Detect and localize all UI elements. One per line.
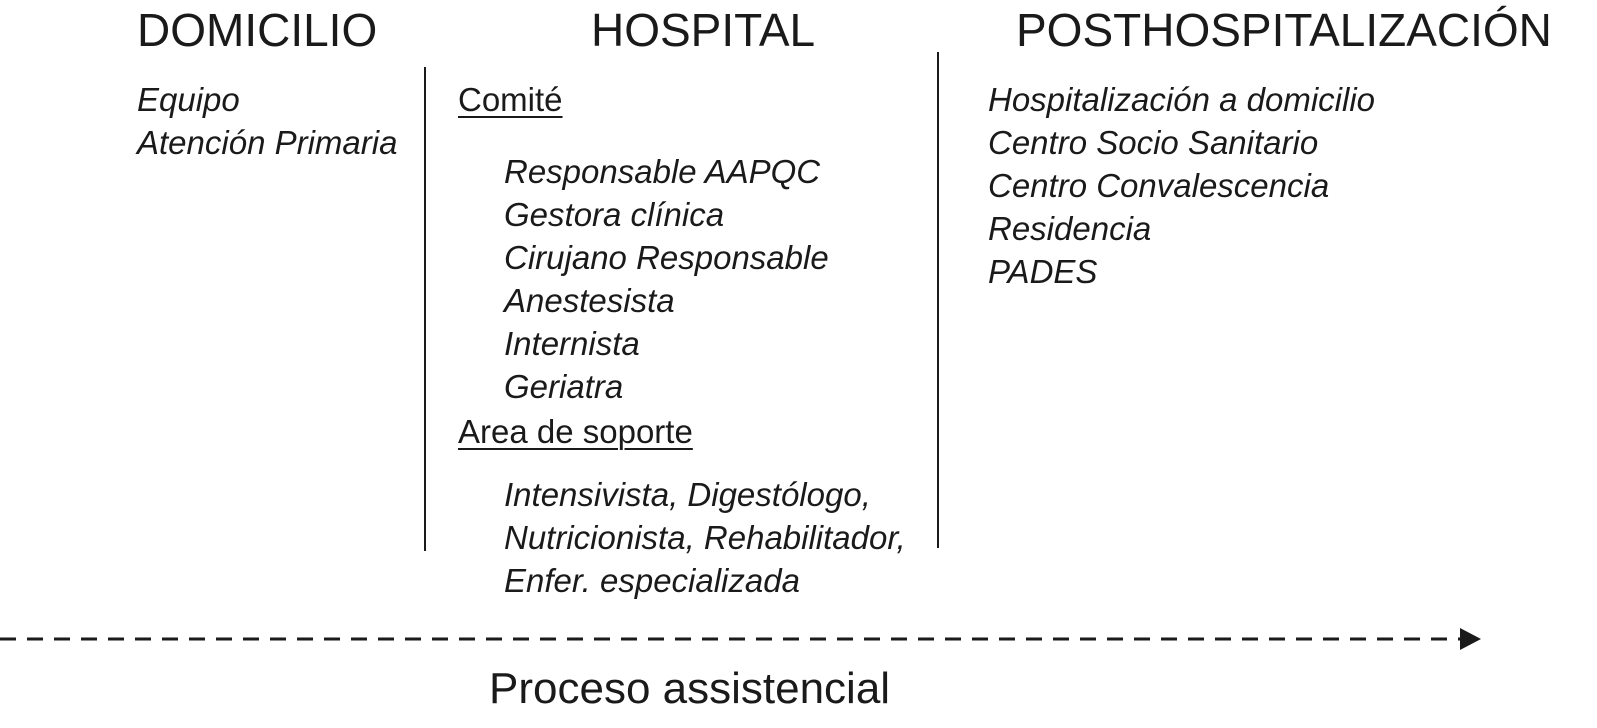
domicilio-item: Equipo (137, 81, 240, 118)
post-item: Centro Convalescencia (988, 167, 1330, 204)
area-soporte-label: Area de soporte (458, 413, 693, 450)
domicilio-heading: DOMICILIO (137, 4, 378, 56)
comite-item: Internista (504, 325, 640, 362)
posthospitalizacion-heading: POSTHOSPITALIZACIÓN (1016, 4, 1552, 56)
process-arrow (0, 622, 1597, 656)
divider-hospital-post (937, 52, 939, 548)
comite-label: Comité (458, 81, 563, 118)
hospital-heading: HOSPITAL (591, 4, 816, 56)
soporte-item: Nutricionista, Rehabilitador, (504, 519, 906, 556)
posthospitalizacion-list (988, 78, 1375, 293)
domicilio-list (137, 78, 397, 164)
divider-domicilio-hospital (424, 67, 426, 551)
comite-item: Cirujano Responsable (504, 239, 829, 276)
comite-list (504, 150, 829, 408)
process-label: Proceso assistencial (489, 664, 891, 713)
post-item: PADES (988, 253, 1098, 290)
domicilio-item: Atención Primaria (137, 124, 398, 161)
area-soporte-list (504, 473, 906, 602)
post-item: Hospitalización a domicilio (988, 81, 1376, 118)
soporte-item: Enfer. especializada (504, 562, 800, 599)
process-arrow-head (1460, 628, 1481, 650)
soporte-item: Intensivista, Digestólogo, (504, 476, 871, 513)
comite-item: Anestesista (504, 282, 675, 319)
post-item: Centro Socio Sanitario (988, 124, 1319, 161)
post-item: Residencia (988, 210, 1152, 247)
comite-item: Gestora clínica (504, 196, 725, 233)
comite-item: Responsable AAPQC (504, 153, 821, 190)
comite-item: Geriatra (504, 368, 624, 405)
